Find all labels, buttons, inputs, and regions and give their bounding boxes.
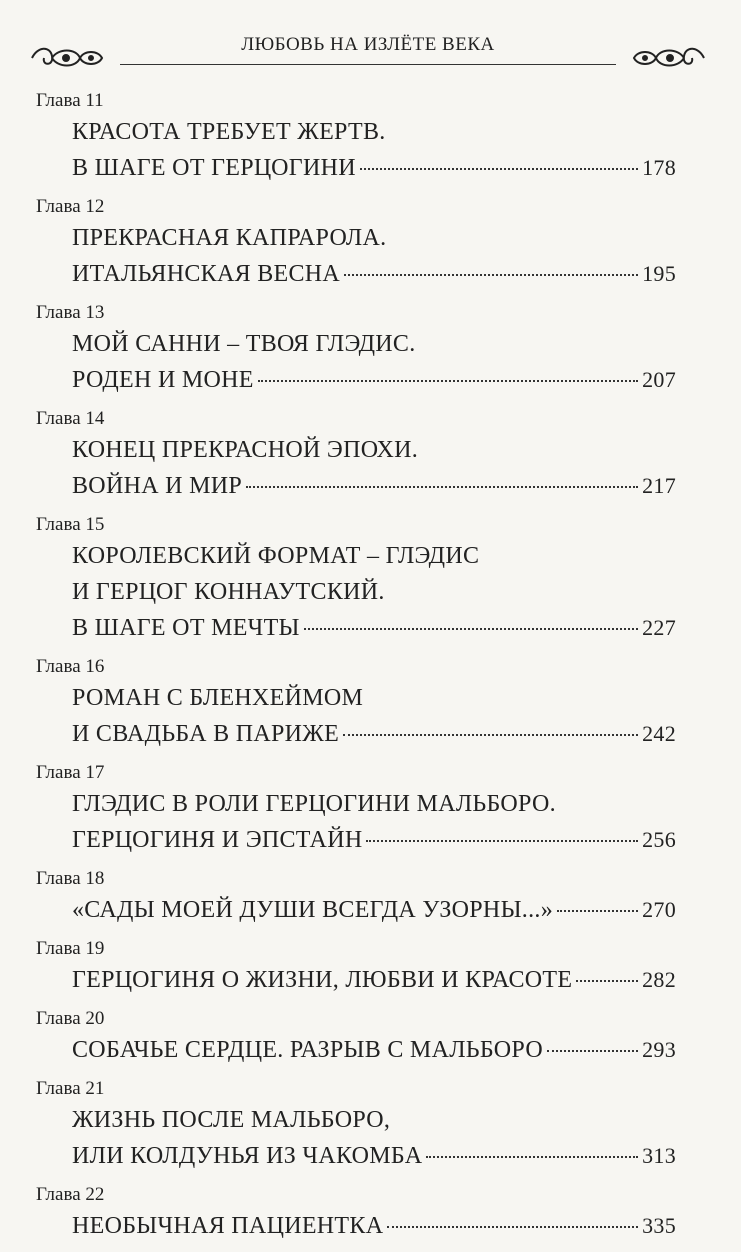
dot-leader xyxy=(387,1226,638,1228)
dot-leader xyxy=(547,1050,638,1052)
toc-entry xyxy=(36,654,676,752)
chapter-title-line xyxy=(72,822,676,858)
chapter-title-line xyxy=(72,680,676,716)
chapter-title-line xyxy=(72,256,676,292)
chapter-label: Глава 22 xyxy=(36,1184,105,1205)
chapter-title-line xyxy=(72,362,676,398)
page-number: 207 xyxy=(642,367,676,392)
page-number: 256 xyxy=(642,827,676,852)
chapter-title-text: КРАСОТА ТРЕБУЕТ ЖЕРТВ. xyxy=(72,119,386,145)
page-number: 293 xyxy=(642,1037,676,1062)
dot-leader xyxy=(426,1156,638,1158)
page-number: 227 xyxy=(642,615,676,640)
chapter-title-text: КОРОЛЕВСКИЙ ФОРМАТ – ГЛЭДИС xyxy=(72,543,480,569)
chapter-title-text: ИТАЛЬЯНСКАЯ ВЕСНА xyxy=(72,261,341,287)
chapter-label: Глава 21 xyxy=(36,1078,105,1099)
chapter-title-text: ГЛЭДИС В РОЛИ ГЕРЦОГИНИ МАЛЬБОРО. xyxy=(72,791,556,817)
chapter-title-text: «САДЫ МОЕЙ ДУШИ ВСЕГДА УЗОРНЫ...» xyxy=(72,897,553,923)
toc-entry xyxy=(36,300,676,398)
toc-entry xyxy=(36,1182,676,1244)
page-number: 270 xyxy=(642,897,676,922)
page-number: 313 xyxy=(642,1143,676,1168)
page-number: 282 xyxy=(642,967,676,992)
chapter-title-line xyxy=(72,786,676,822)
toc-entry xyxy=(36,866,676,928)
chapter-title-text: РОМАН С БЛЕНХЕЙМОМ xyxy=(72,685,364,711)
chapter-title-line xyxy=(72,962,676,998)
chapter-title-text: СОБАЧЬЕ СЕРДЦЕ. РАЗРЫВ С МАЛЬБОРО xyxy=(72,1037,543,1063)
chapter-title-line xyxy=(72,1102,676,1138)
ornament-right-icon xyxy=(630,42,708,74)
dot-leader xyxy=(304,628,638,630)
dot-leader xyxy=(360,168,638,170)
chapter-title-text: НЕОБЫЧНАЯ ПАЦИЕНТКА xyxy=(72,1213,384,1239)
dot-leader xyxy=(246,486,638,488)
chapter-label: Глава 15 xyxy=(36,514,105,535)
toc-entry xyxy=(36,88,676,186)
toc-entry xyxy=(36,194,676,292)
chapter-title-text: ГЕРЦОГИНЯ И ЭПСТАЙН xyxy=(72,827,363,853)
dot-leader xyxy=(576,980,638,982)
chapter-label: Глава 14 xyxy=(36,408,105,429)
dot-leader xyxy=(557,910,638,912)
dot-leader xyxy=(343,734,638,736)
chapter-label: Глава 20 xyxy=(36,1008,105,1029)
chapter-title-text: И СВАДЬБА В ПАРИЖЕ xyxy=(72,721,340,747)
chapter-title-line xyxy=(72,892,676,928)
chapter-title-text: ВОЙНА И МИР xyxy=(72,473,242,499)
chapter-title-line xyxy=(72,326,676,362)
chapter-label: Глава 17 xyxy=(36,762,105,783)
chapter-title-text: ИЛИ КОЛДУНЬЯ ИЗ ЧАКОМБА xyxy=(72,1143,423,1169)
page-number: 335 xyxy=(642,1213,676,1238)
chapter-title-text: КОНЕЦ ПРЕКРАСНОЙ ЭПОХИ. xyxy=(72,437,419,463)
chapter-title-line xyxy=(72,574,676,610)
page-number: 242 xyxy=(642,721,676,746)
chapter-title-line xyxy=(72,114,676,150)
chapter-title-line xyxy=(72,1032,676,1068)
chapter-title-line xyxy=(72,150,676,186)
toc-entry xyxy=(36,1076,676,1174)
chapter-title-text: МОЙ САННИ – ТВОЯ ГЛЭДИС. xyxy=(72,331,416,357)
running-title: ЛЮБОВЬ НА ИЗЛЁТЕ ВЕКА xyxy=(241,34,495,55)
chapter-title-text: ГЕРЦОГИНЯ О ЖИЗНИ, ЛЮБВИ И КРАСОТЕ xyxy=(72,967,573,993)
chapter-title-line xyxy=(72,432,676,468)
dot-leader xyxy=(344,274,638,276)
chapter-title-text: РОДЕН И МОНЕ xyxy=(72,367,254,393)
chapter-title-line xyxy=(72,220,676,256)
chapter-title-line xyxy=(72,610,676,646)
chapter-title-line xyxy=(72,538,676,574)
page-number: 178 xyxy=(642,155,676,180)
chapter-label: Глава 11 xyxy=(36,90,104,111)
chapter-label: Глава 19 xyxy=(36,938,105,959)
chapter-title-line xyxy=(72,1208,676,1244)
dot-leader xyxy=(258,380,638,382)
toc-entry xyxy=(36,760,676,858)
toc-entry xyxy=(36,512,676,646)
chapter-title-text: ЖИЗНЬ ПОСЛЕ МАЛЬБОРО, xyxy=(72,1107,391,1133)
chapter-title-text: В ШАГЕ ОТ ГЕРЦОГИНИ xyxy=(72,155,356,181)
chapter-label: Глава 13 xyxy=(36,302,105,323)
chapter-title-line xyxy=(72,1138,676,1174)
toc-entry xyxy=(36,1006,676,1068)
chapter-title-text: И ГЕРЦОГ КОННАУТСКИЙ. xyxy=(72,579,385,605)
chapter-label: Глава 16 xyxy=(36,656,105,677)
page-number: 195 xyxy=(642,261,676,286)
chapter-title-text: В ШАГЕ ОТ МЕЧТЫ xyxy=(72,615,300,641)
table-of-contents xyxy=(36,88,676,1252)
toc-entry xyxy=(36,936,676,998)
page-number: 217 xyxy=(642,473,676,498)
toc-entry xyxy=(36,406,676,504)
chapter-label: Глава 12 xyxy=(36,196,105,217)
chapter-title-line xyxy=(72,716,676,752)
chapter-title-text: ПРЕКРАСНАЯ КАПРАРОЛА. xyxy=(72,225,387,251)
header-rule xyxy=(120,64,616,65)
dot-leader xyxy=(366,840,638,842)
running-header xyxy=(28,30,708,70)
chapter-label: Глава 18 xyxy=(36,868,105,889)
chapter-title-line xyxy=(72,468,676,504)
